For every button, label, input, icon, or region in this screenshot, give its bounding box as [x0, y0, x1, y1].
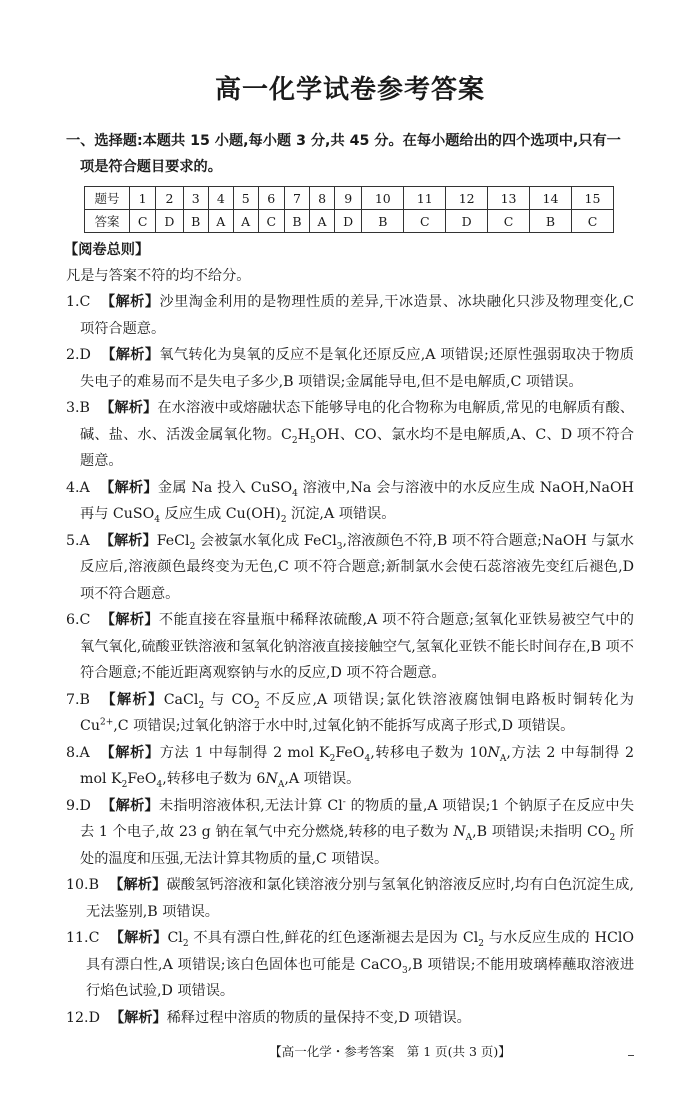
answer-cell: C	[488, 210, 530, 233]
item-number-answer: 5.A	[66, 532, 90, 549]
question-number: 8	[310, 187, 335, 210]
answer-cell: B	[362, 210, 404, 233]
rules-heading: 【阅卷总则】	[64, 242, 150, 258]
item-number-answer: 8.A	[66, 744, 90, 761]
question-number: 1	[130, 187, 156, 210]
page-title: 高一化学试卷参考答案	[214, 75, 485, 105]
answer-cell: C	[571, 210, 613, 233]
analysis-tag: 【解析】	[109, 877, 167, 893]
answer-table	[84, 186, 614, 233]
analysis-item	[66, 925, 634, 1005]
rules-text: 凡是与答案不符的均不给分。	[66, 268, 251, 284]
item-number-answer: 4.A	[66, 479, 90, 496]
question-number: 15	[571, 187, 613, 210]
row-label: 答案	[85, 210, 130, 233]
question-number: 12	[446, 187, 488, 210]
analysis-tag: 【解析】	[99, 479, 158, 496]
analysis-item	[66, 395, 634, 475]
page-footer: 【高一化学・参考答案 第 1 页(共 3 页)】	[269, 1044, 511, 1059]
answer-cell: B	[183, 210, 208, 233]
item-number-answer: 9.D	[66, 797, 91, 814]
question-number: 3	[183, 187, 208, 210]
analysis-tag: 【解析】	[99, 532, 157, 549]
analysis-list	[66, 289, 634, 1031]
analysis-tag: 【解析】	[99, 744, 160, 761]
analysis-item	[66, 687, 634, 740]
analysis-tag: 【解析】	[99, 691, 164, 708]
analysis-item	[66, 475, 634, 528]
analysis-item	[66, 740, 634, 793]
item-number-answer: 6.C	[66, 612, 91, 628]
analysis-item	[66, 1005, 634, 1032]
analysis-tag: 【解析】	[109, 1009, 167, 1026]
answer-cell: C	[130, 210, 156, 233]
item-number-answer: 10.B	[66, 877, 99, 893]
item-number-answer: 1.C	[66, 294, 91, 310]
analysis-text: $Cl_2$ 不具有漂白性,鲜花的红色逐渐褪去是因为 $Cl_2$ 与水反应生成的 HClO 具有漂白性,A 项错误;该白色固体也可能是 CaCO$_3$,B 项错误;不能用玻璃棒蘸取溶液进行焰色试验,D 项错误。	[86, 930, 635, 999]
question-number: 2	[156, 187, 183, 210]
analysis-item	[66, 607, 634, 687]
question-number: 10	[362, 187, 404, 210]
item-number-answer: 12.D	[66, 1009, 100, 1026]
analysis-item	[66, 289, 634, 342]
question-number: 5	[233, 187, 258, 210]
question-number: 14	[530, 187, 572, 210]
question-number: 9	[334, 187, 361, 210]
item-number-answer: 2.D	[66, 347, 91, 363]
answer-cell: C	[404, 210, 446, 233]
analysis-text: 在水溶液中或熔融状态下能够导电的化合物称为电解质,常见的电解质有酸、碱、盐、水、活泼金属氧化物。$C_2H_5OH$、CO、氯水均不是电解质,A、C、D 项不符合题意。	[80, 400, 634, 469]
corner-mark	[628, 1055, 634, 1056]
row-label: 题号	[85, 187, 130, 210]
answer-cell: A	[310, 210, 335, 233]
analysis-tag: 【解析】	[100, 347, 160, 363]
analysis-item	[66, 793, 634, 873]
answer-cell: B	[530, 210, 572, 233]
item-number-answer: 7.B	[66, 691, 90, 708]
analysis-text: 金属 Na 投入 CuSO$_4$ 溶液中,Na 会与溶液中的水反应生成 NaOH,NaOH 再与 CuSO$_4$ 反应生成 $Cu(OH)_2$ 沉淀,A 项错误。	[80, 479, 634, 525]
answer-cell: D	[334, 210, 361, 233]
analysis-tag: 【解析】	[100, 797, 159, 814]
item-number-answer: 11.C	[66, 930, 100, 946]
analysis-tag: 【解析】	[100, 612, 159, 628]
table-row-numbers	[85, 187, 614, 210]
analysis-text: FeCl$_2$ 会被氯水氧化成 FeCl$_3$,溶液颜色不符,B 项不符合题意;NaOH 与氯水反应后,溶液颜色最终变为无色,C 项不符合题意;新制氯水会使石蕊溶液先变红后褪色,D 项不符合题意。	[80, 532, 634, 602]
analysis-text: 稀释过程中溶质的物质的量保持不变,D 项错误。	[166, 1009, 471, 1026]
analysis-item	[66, 342, 634, 395]
analysis-text: 未指明溶液体积,无法计算 Cl- 的物质的量,A 项错误;1 个钠原子在反应中失去 1 个电子,故 23 g 钠在氧气中充分燃烧,转移的电子数为 $N_A,B$ 项错误;未指明 $CO_2$ 所处的温度和压强,无法计算其物质的量,C 项错误。	[80, 796, 635, 867]
answer-cell: B	[284, 210, 309, 233]
question-number: 6	[258, 187, 284, 210]
answer-cell: A	[233, 210, 258, 233]
analysis-item	[66, 528, 634, 608]
analysis-text: 氧气转化为臭氧的反应不是氧化还原反应,A 项错误;还原性强弱取决于物质失电子的难易而不是失电子多少,B 项错误;金属能导电,但不是电解质,C 项错误。	[80, 347, 634, 390]
analysis-tag: 【解析】	[99, 400, 158, 416]
analysis-tag: 【解析】	[100, 294, 160, 310]
item-number-answer: 3.B	[66, 400, 90, 416]
question-number: 11	[404, 187, 446, 210]
section-heading: 一、选择题:本题共 15 小题,每小题 3 分,共 45 分。在每小题给出的四个选项中,只有一项是符合题目要求的。	[66, 133, 621, 175]
analysis-text: 方法 1 中每制得 2 mol $K_2FeO_4$,转移电子数为 $10N_A$,方法 2 中每制得 2 mol $K_2FeO_4$,转移电子数为 $6N_A,A$ 项错误。	[80, 744, 634, 790]
question-number: 4	[208, 187, 233, 210]
answer-cell: D	[156, 210, 183, 233]
answer-cell: A	[208, 210, 233, 233]
analysis-tag: 【解析】	[109, 930, 168, 946]
answer-cell: C	[258, 210, 284, 233]
question-number: 7	[284, 187, 309, 210]
analysis-text: 不能直接在容量瓶中稀释浓硫酸,A 项不符合题意;氢氧化亚铁易被空气中的氧气氧化,硫酸亚铁溶液和氢氧化钠溶液直接接触空气,氢氧化亚铁不能长时间存在,B 项不符合题意;不能近距离观察钠与水的反应,D 项不符合题意。	[80, 612, 634, 681]
analysis-item	[66, 872, 634, 925]
analysis-text: 碳酸氢钙溶液和氯化镁溶液分别与氢氧化钠溶液反应时,均有白色沉淀生成,无法鉴别,B 项错误。	[86, 877, 634, 920]
analysis-text: 沙里淘金利用的是物理性质的差异,干冰造景、冰块融化只涉及物理变化,C 项符合题意。	[80, 294, 634, 337]
analysis-text: CaCl$_2$ 与 $CO_2$ 不反应,A 项错误;氯化铁溶液腐蚀铜电路板时铜转化为 $Cu^{2+},C$ 项错误;过氧化钠溶于水中时,过氧化钠不能拆写成离子形式,D 项错误。	[80, 691, 634, 734]
table-row-answers	[85, 210, 614, 233]
footer-row	[66, 1041, 634, 1063]
answer-cell: D	[446, 210, 488, 233]
question-number: 13	[488, 187, 530, 210]
